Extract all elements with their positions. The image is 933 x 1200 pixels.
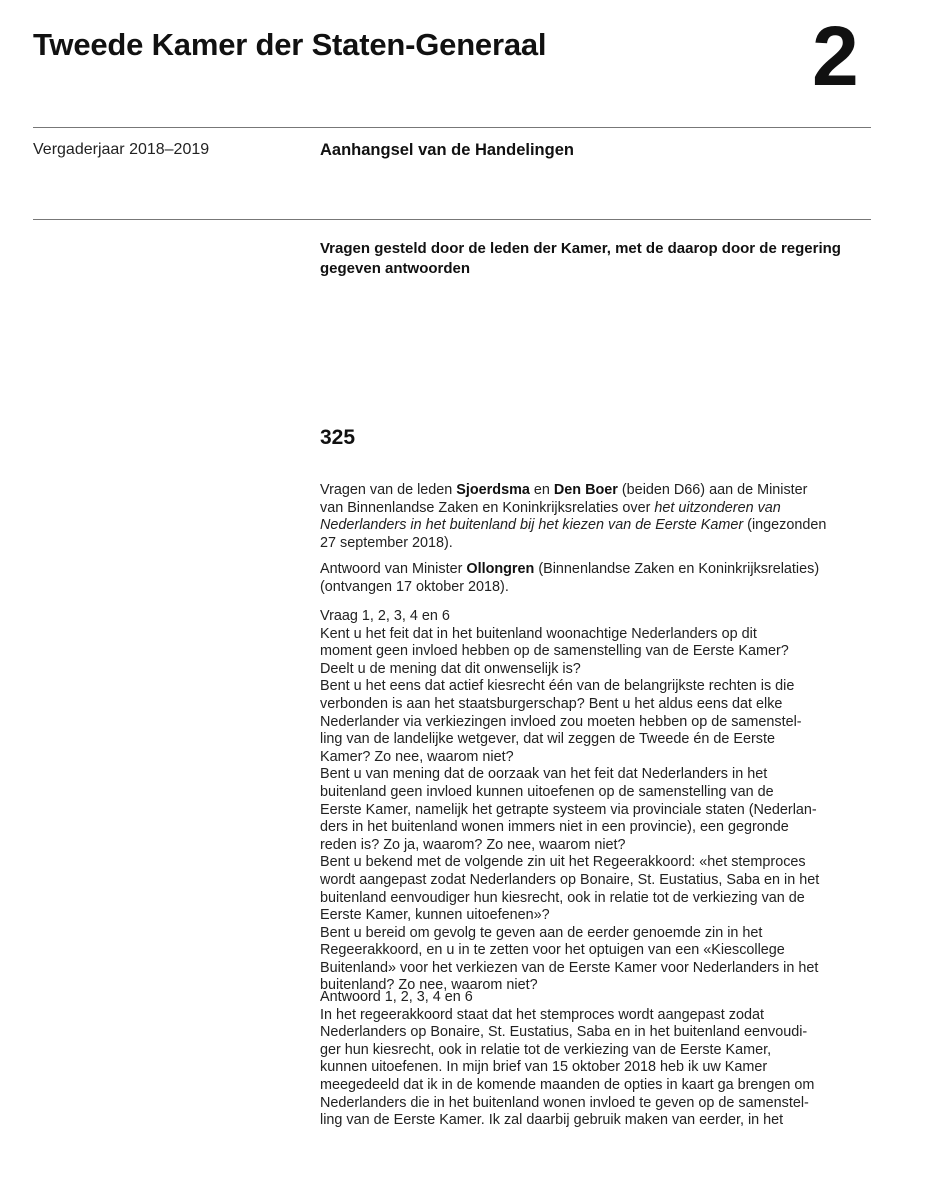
text-line: buitenland geen invloed kunnen uitoefenen op de samenstelling van de [320, 783, 774, 800]
text-line: Bent u bekend met de volgende zin uit het Regeerakkoord: «het stemproces [320, 854, 806, 871]
text-line: ling van de Eerste Kamer. Ik zal daarbij gebruik maken van eerder, in het [320, 1112, 784, 1129]
session-year: Vergaderjaar 2018–2019 [33, 141, 210, 158]
text-line: kunnen uitoefenen. In mijn brief van 15 oktober 2018 heb ik uw Kamer [320, 1059, 768, 1076]
text-line: ders in het buitenland wonen immers niet in een provincie), een gegronde [320, 819, 789, 836]
question-number: 325 [320, 426, 356, 449]
text-line: Bent u van mening dat de oorzaak van het feit dat Nederlanders in het [320, 766, 768, 783]
questions-heading: Vragen gesteld door de leden der Kamer, met de daarop door de regering gegeven antwoorden [320, 240, 841, 277]
text-line: Nederlanders op Bonaire, St. Eustatius, Saba en in het buitenland eenvoudi- [320, 1024, 808, 1041]
minister-name: Ollongren [466, 561, 535, 577]
text-line: Nederlanders die in het buitenland wonen invloed te geven op de samenstel- [320, 1094, 809, 1111]
text-line: meegedeeld dat ik in de komende maanden de opties in kaart ga brengen om [320, 1076, 815, 1093]
question-label: Vraag 1, 2, 3, 4 en 6 [320, 608, 450, 624]
answer-intro-paragraph: Antwoord van Minister Ollongren (Binnenlandse Zaken en Koninkrijksrelaties) (ontvangen 17 oktober 2018). [320, 561, 820, 595]
appendix-title: Aanhangsel van de Handelingen [320, 141, 574, 159]
text-line: Bent u het eens dat actief kiesrecht één van de belangrijkste rechten is die [320, 678, 795, 695]
text-line: ger hun kiesrecht, ook in relatie tot de verkiezing van de Eerste Kamer, [320, 1041, 772, 1058]
chamber-title: Tweede Kamer der Staten-Generaal [33, 27, 547, 62]
subject-text: het uitzonderen van [654, 499, 781, 516]
text-line: reden is? Zo ja, waarom? Zo nee, waarom niet? [320, 836, 626, 853]
text-line: In het regeerakkoord staat dat het stemproces wordt aangepast zodat [320, 1006, 764, 1023]
text-line: Kent u het feit dat in het buitenland woonachtige Nederlanders op dit [320, 625, 757, 642]
text-line: ling van de landelijke wetgever, dat wil zeggen de Tweede én de Eerste [320, 731, 775, 748]
text-line: moment geen invloed hebben op de samenstelling van de Eerste Kamer? [320, 643, 789, 660]
text-line: buitenland eenvoudiger hun kiesrecht, ook in relatie tot de verkiezing van de [320, 889, 805, 906]
text-line: Eerste Kamer, kunnen uitoefenen»? [320, 907, 550, 924]
question-block [320, 608, 880, 995]
text-line: wordt aangepast zodat Nederlanders op Bonaire, St. Eustatius, Saba en in het [320, 871, 820, 888]
text-line: Nederlander via verkiezingen invloed zou moeten hebben op de samenstel- [320, 713, 802, 730]
text-line: Buitenland» voor het verkiezen van de Eerste Kamer voor Nederlanders in het [320, 959, 819, 976]
member-name: Den Boer [553, 482, 618, 498]
section-divider [33, 219, 871, 220]
text-line: verbonden is aan het staatsburgerschap? Bent u het aldus eens dat elke [320, 695, 783, 712]
subject-text: Nederlanders in het buitenland bij het kiezen van de Eerste Kamer [320, 517, 744, 534]
member-name: Sjoerdsma [456, 482, 530, 498]
text-line: Kamer? Zo nee, waarom niet? [320, 748, 514, 765]
intro-paragraph: Vragen van de leden Sjoerdsma en Den Boer (beiden D66) aan de Minister van Binnenlandse Zaken en Koninkrijksrelaties over het uitzonderen van Nederlanders in het buitenland bij het kiezen van de Eerste Kamer (ingezonden 27 september 2018). [320, 482, 827, 551]
text-line: Regeerakkoord, en u in te zetten voor het optuigen van een «Kiescollege [320, 942, 785, 959]
answer-block [320, 989, 880, 1130]
text-line: Deelt u de mening dat dit onwenselijk is? [320, 660, 581, 677]
text-line: Bent u bereid om gevolg te geven aan de eerder genoemde zin in het [320, 924, 763, 941]
document-number: 2 [812, 9, 859, 103]
answer-label: Antwoord 1, 2, 3, 4 en 6 [320, 989, 473, 1005]
top-divider [33, 127, 871, 128]
text-line: Eerste Kamer, namelijk het getrapte systeem via provinciale staten (Nederlan- [320, 801, 817, 818]
text-line: buitenland? Zo nee, waarom niet? [320, 977, 538, 994]
